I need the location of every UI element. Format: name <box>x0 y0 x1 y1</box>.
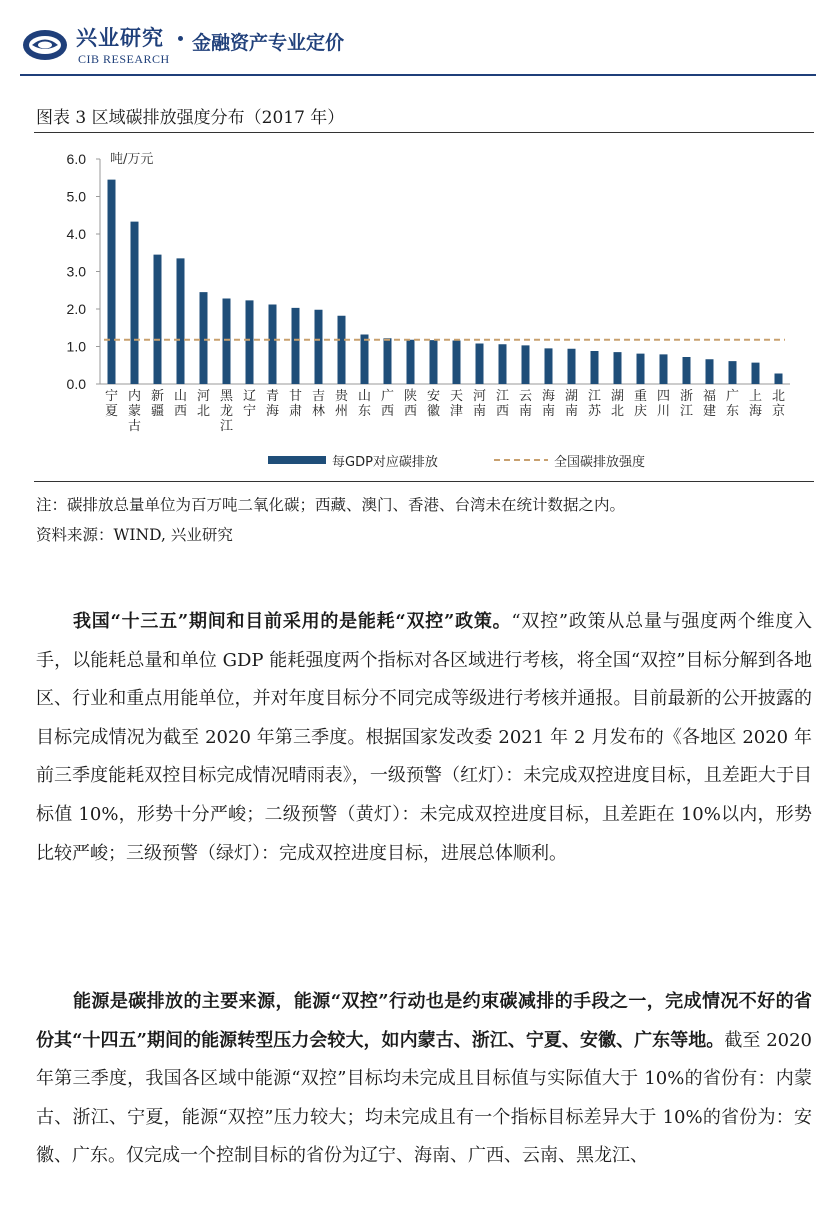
bar <box>430 340 438 384</box>
figure-note: 注：碳排放总量单位为百万吨二氧化碳；西藏、澳门、香港、台湾未在统计数据之内。 <box>36 496 626 514</box>
y-tick-label: 5.0 <box>66 188 86 205</box>
bar <box>683 357 691 384</box>
x-tick-label: 青海 <box>265 389 280 419</box>
bar <box>568 349 576 384</box>
page-header <box>0 0 836 76</box>
bar <box>200 292 208 384</box>
header-tagline: 金融资产专业定价 <box>192 32 345 54</box>
paragraph-1-lead: 我国“十三五”期间和目前采用的是能耗“双控”政策。 <box>73 611 512 632</box>
bar <box>614 352 622 384</box>
y-tick-label: 3.0 <box>66 263 86 280</box>
paragraph-1-text: “双控”政策从总量与强度两个维度入手，以能耗总量和单位 GDP 能耗强度两个指标对各区域进行考核，将全国“双控”目标分解到各地区、行业和重点用能单位，并对年度目标分不同完成等级进行考核并通报。目前最新的公开披露的目标完成情况为截至 2020 年第三季度。根据国家发改委 2021 年 2 月发布的《各地区 2020 年前三季度能耗双控目标完成情况晴雨表》，一级预警（红灯）：未完成双控进度目标，且差距大于目标值 10%，形势十分严峻；二级预警（黄灯）：未完成双控进度目标，且差距在 10%以内，形势比较严峻；三级预警（绿灯）：完成双控进度目标，进展总体顺利。 <box>36 611 812 864</box>
bar <box>384 338 392 384</box>
paragraph-2 <box>36 983 812 1176</box>
bar <box>591 351 599 384</box>
bar <box>706 359 714 384</box>
x-tick-label: 辽宁 <box>242 389 257 419</box>
paragraph-2-text: 截至 2020 年第三季度，我国各区域中能源“双控”目标均未完成且目标值与实际值大于 10%的省份有：内蒙古、浙江、宁夏，能源“双控”压力较大；均未完成且有一个指标目标差异大于 10%的省份为：安徽、广东。仅完成一个控制目标的省份为辽宁、海南、广西、云南、黑龙江、 <box>36 1029 812 1167</box>
x-tick-label: 广西 <box>380 389 395 419</box>
x-tick-label: 广东 <box>725 389 740 419</box>
header-divider <box>20 74 816 76</box>
bar <box>453 341 461 385</box>
x-tick-label: 宁夏 <box>104 389 119 419</box>
x-tick-label: 上海 <box>748 389 763 419</box>
bar <box>752 363 760 384</box>
carbon-intensity-bar-chart <box>40 140 800 476</box>
brand-name-en: CIB RESEARCH <box>78 52 170 66</box>
figure-source: 资料来源：WIND, 兴业研究 <box>36 526 233 544</box>
x-tick-label: 北京 <box>771 389 786 419</box>
x-tick-label: 云南 <box>518 389 533 419</box>
cib-logo-icon <box>22 22 68 68</box>
bar <box>246 300 254 384</box>
x-tick-label: 江苏 <box>587 389 602 419</box>
y-tick-label: 6.0 <box>66 151 86 167</box>
figure-top-rule <box>34 132 814 133</box>
bar <box>476 344 484 385</box>
x-tick-label: 山东 <box>357 389 372 419</box>
x-tick-label: 安徽 <box>426 389 441 419</box>
y-unit-label: 吨/万元 <box>110 152 154 167</box>
bar <box>499 344 507 384</box>
bar <box>660 354 668 384</box>
x-tick-label: 陕西 <box>403 389 418 419</box>
x-tick-label: 吉林 <box>311 389 326 419</box>
bar <box>292 308 300 384</box>
x-tick-label: 四川 <box>656 389 671 419</box>
x-tick-label: 新疆 <box>150 389 165 419</box>
x-tick-label: 内蒙古 <box>127 389 142 434</box>
x-tick-label: 浙江 <box>679 389 694 419</box>
figure-title: 图表 3 区域碳排放强度分布（2017 年） <box>36 108 345 128</box>
paragraph-1 <box>36 603 812 873</box>
x-tick-label: 甘肃 <box>288 389 303 419</box>
x-tick-label: 河北 <box>196 389 211 419</box>
bar <box>177 258 185 384</box>
x-tick-label: 重庆 <box>633 389 648 419</box>
figure-bottom-rule <box>34 481 814 482</box>
bar <box>315 310 323 384</box>
bar <box>108 180 116 384</box>
x-tick-label: 山西 <box>173 389 188 419</box>
brand-name-cn: 兴业研究 <box>76 26 164 50</box>
figure-notes <box>36 490 816 550</box>
x-tick-label: 贵州 <box>334 389 349 419</box>
x-tick-label: 江西 <box>495 389 510 419</box>
x-tick-label: 福建 <box>702 389 717 419</box>
bar <box>775 374 783 385</box>
y-tick-label: 2.0 <box>66 301 86 317</box>
bar <box>545 348 553 384</box>
bar <box>154 255 162 384</box>
bar <box>131 222 139 384</box>
x-tick-label: 湖北 <box>610 389 625 419</box>
bar <box>729 361 737 384</box>
x-tick-label: 海南 <box>541 389 556 419</box>
y-tick-label: 4.0 <box>66 226 86 242</box>
separator-dot <box>178 36 183 41</box>
bar <box>361 335 369 385</box>
legend-swatch-bars <box>268 456 326 464</box>
legend-label-average: 全国碳排放强度 <box>554 455 646 470</box>
legend-label-bars: 每GDP对应碳排放 <box>332 455 438 470</box>
x-tick-label: 天津 <box>449 389 464 419</box>
bar <box>637 354 645 384</box>
bar <box>269 305 277 385</box>
paragraph-2-lead: 能源是碳排放的主要来源，能源“双控”行动也是约束碳减排的手段之一，完成情况不好的省份其“十四五”期间的能源转型压力会较大，如内蒙古、浙江、宁夏、安徽、广东等地。 <box>36 991 812 1051</box>
x-tick-label: 湖南 <box>564 389 579 419</box>
x-tick-label: 黑龙江 <box>219 389 234 434</box>
bar <box>407 340 415 384</box>
bar <box>522 345 530 384</box>
bar <box>338 316 346 384</box>
y-tick-label: 0.0 <box>66 376 86 392</box>
y-tick-label: 1.0 <box>66 338 86 355</box>
x-tick-label: 河南 <box>472 389 487 419</box>
bar <box>223 299 231 385</box>
